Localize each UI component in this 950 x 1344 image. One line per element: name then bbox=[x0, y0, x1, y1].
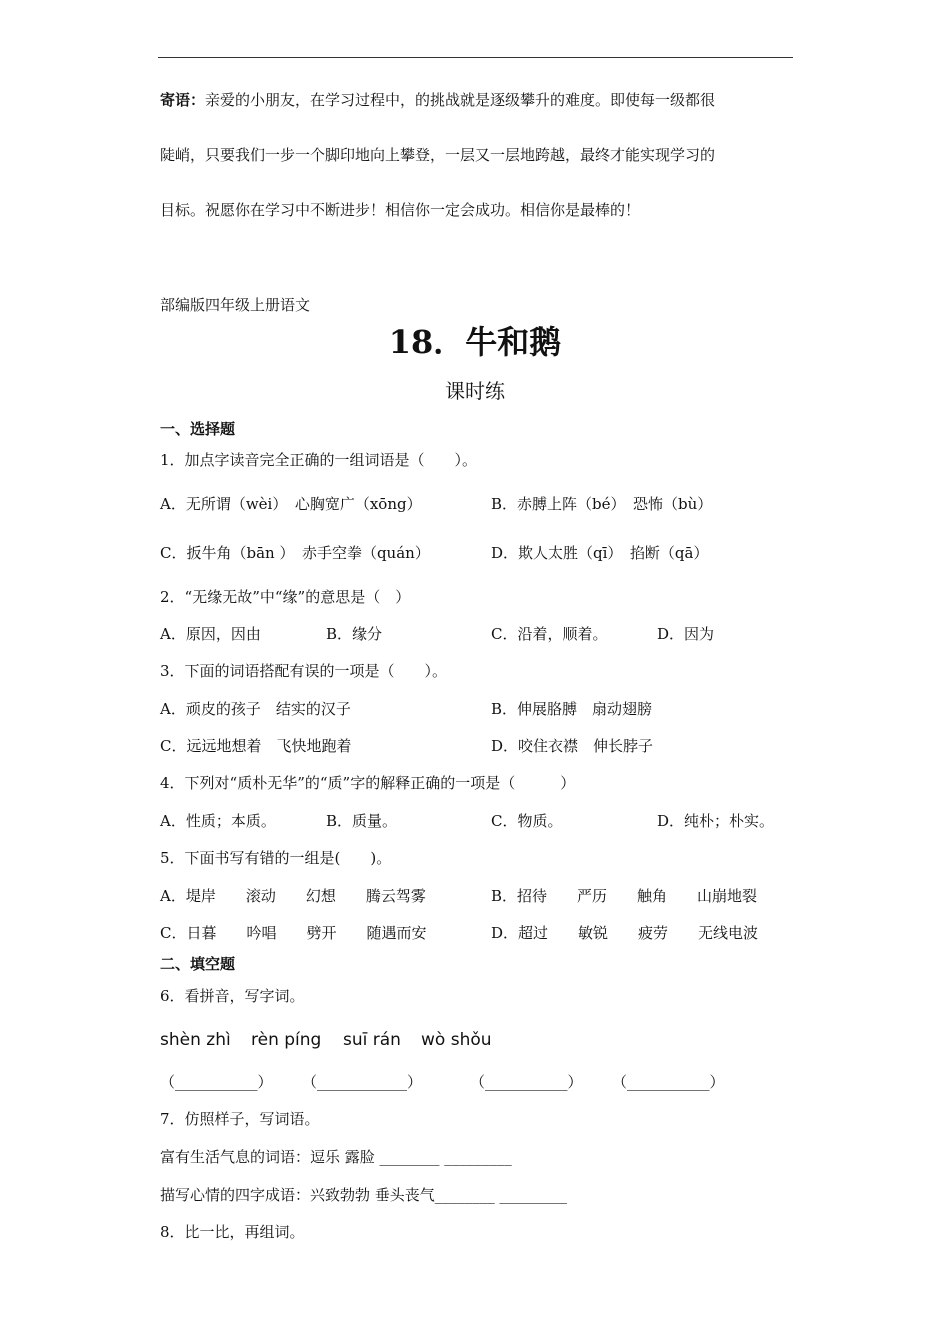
q4-stem: 4．下列对“质朴无华”的“质”字的解释正确的一项是（ ） bbox=[160, 774, 576, 792]
q2-option-b: B．缘分 bbox=[326, 625, 383, 643]
q6-stem: 6．看拼音，写字词。 bbox=[160, 987, 305, 1005]
q6-blank-1[interactable]: （___________） bbox=[160, 1073, 273, 1091]
q7-stem: 7．仿照样子，写词语。 bbox=[160, 1110, 320, 1128]
message-line-2: 陡峭，只要我们一步一个脚印地向上攀登，一层又一层地跨越，最终才能实现学习的 bbox=[160, 146, 716, 164]
q7-line-1[interactable]: 富有生活气息的词语：逗乐 露脸 ________ _________ bbox=[160, 1148, 512, 1166]
q8-stem: 8．比一比，再组词。 bbox=[160, 1223, 305, 1241]
message-line-1 bbox=[160, 90, 715, 110]
q4-option-b: B．质量。 bbox=[326, 812, 398, 830]
q6-blank-2[interactable]: （____________） bbox=[302, 1073, 423, 1091]
q1-option-b: B．赤膊上阵（bé） 恐怖（bù） bbox=[491, 495, 713, 513]
section-heading-fill: 二、填空题 bbox=[160, 955, 236, 973]
q3-option-d: D．咬住衣襟 伸长脖子 bbox=[491, 737, 654, 755]
q1-option-a: A．无所谓（wèi） 心胸宽广（xōng） bbox=[160, 495, 422, 513]
header-rule bbox=[158, 57, 793, 58]
q6-pinyin-3: suī rán bbox=[343, 1030, 401, 1050]
q6-pinyin-2: rèn píng bbox=[251, 1030, 322, 1050]
message-line-3: 目标。祝愿你在学习中不断进步！相信你一定会成功。相信你是最棒的！ bbox=[160, 201, 641, 219]
q5-option-d: D．超过 敏锐 疲劳 无线电波 bbox=[491, 924, 759, 942]
message-text-1: 亲爱的小朋友，在学习过程中，的挑战就是逐级攀升的难度。即使每一级都很 bbox=[205, 91, 716, 109]
q3-option-a: A．顽皮的孩子 结实的汉子 bbox=[160, 700, 351, 718]
q4-option-d: D．纯朴；朴实。 bbox=[657, 812, 775, 830]
q2-option-a: A．原因，因由 bbox=[160, 625, 261, 643]
q6-pinyin-1: shèn zhì bbox=[160, 1030, 231, 1050]
q3-option-c: C．远远地想着 飞快地跑着 bbox=[160, 737, 352, 755]
page-title: 18．牛和鹅 bbox=[388, 323, 562, 361]
q1-stem: 1．加点字读音完全正确的一组词语是（ ）。 bbox=[160, 451, 478, 469]
q5-option-c: C．日暮 吟唱 劈开 随遇而安 bbox=[160, 924, 427, 942]
q6-blank-3[interactable]: （___________） bbox=[470, 1073, 583, 1091]
section-heading-choice: 一、选择题 bbox=[160, 420, 236, 438]
course-label: 部编版四年级上册语文 bbox=[160, 296, 311, 314]
q5-stem: 5．下面书写有错的一组是( )。 bbox=[160, 849, 392, 867]
q1-option-c: C．扳牛角（bān ） 赤手空拳（quán） bbox=[160, 544, 430, 562]
q3-stem: 3．下面的词语搭配有误的一项是（ ）。 bbox=[160, 662, 448, 680]
q2-option-d: D．因为 bbox=[657, 625, 715, 643]
q3-option-b: B．伸展胳膊 扇动翅膀 bbox=[491, 700, 653, 718]
q2-option-c: C．沿着，顺着。 bbox=[491, 625, 608, 643]
page-subtitle: 课时练 bbox=[445, 379, 505, 403]
q4-option-a: A．性质；本质。 bbox=[160, 812, 276, 830]
q6-pinyin-4: wò shǒu bbox=[421, 1030, 492, 1050]
q6-blank-4[interactable]: （___________） bbox=[612, 1073, 725, 1091]
q4-option-c: C．物质。 bbox=[491, 812, 563, 830]
message-label: 寄语： bbox=[160, 91, 206, 109]
q7-line-2[interactable]: 描写心情的四字成语：兴致勃勃 垂头丧气________ _________ bbox=[160, 1186, 568, 1204]
q5-option-a: A．堤岸 滚动 幻想 腾云驾雾 bbox=[160, 887, 426, 905]
q5-option-b: B．招待 严历 触角 山崩地裂 bbox=[491, 887, 758, 905]
q2-stem: 2．“无缘无故”中“缘”的意思是（ ） bbox=[160, 588, 411, 606]
q1-option-d: D．欺人太胜（qī） 掐断（qā） bbox=[491, 544, 709, 562]
